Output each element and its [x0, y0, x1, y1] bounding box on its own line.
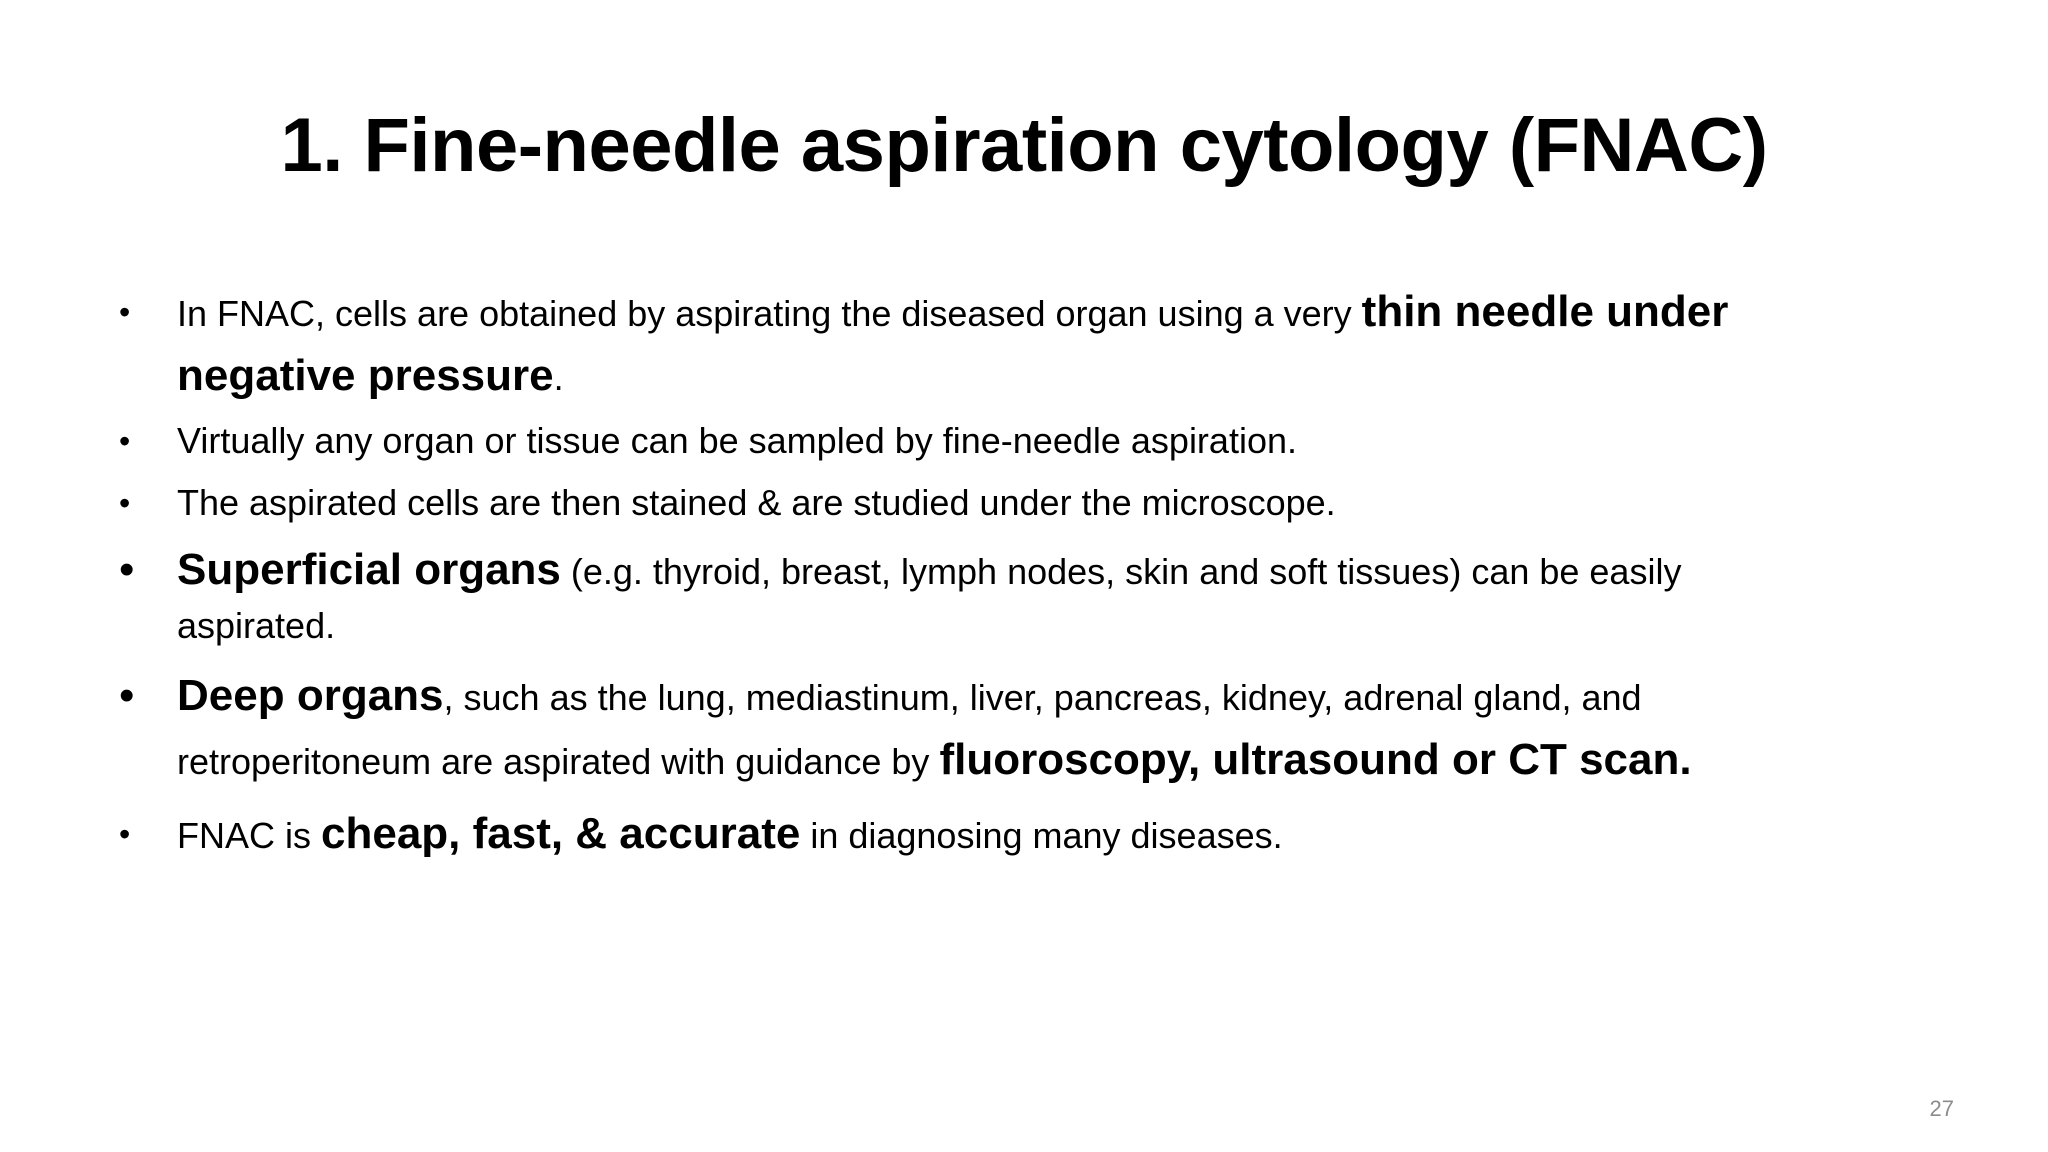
- bullet-1-bold-b: negative pressure: [177, 351, 554, 400]
- bullet-1-bold-a: thin needle under: [1361, 287, 1729, 336]
- bullet-item-5: [119, 665, 1877, 793]
- bullet-marker: •: [119, 485, 131, 521]
- bullet-5-bold-a: Deep organs: [177, 671, 444, 720]
- bullet-5-bold-b: fluoroscopy, ultrasound or CT scan.: [939, 735, 1692, 784]
- slide-title: 1. Fine-needle aspiration cytology (FNAC): [280, 103, 1768, 188]
- bullet-5-text-a: , such as the lung, mediastinum, liver, pancreas, kidney, adrenal gland, and: [443, 677, 1642, 718]
- page-number: 27: [1929, 1096, 1954, 1121]
- bullet-4-bold: Superficial organs: [177, 545, 561, 594]
- bullet-2-text: Virtually any organ or tissue can be sampled by fine-needle aspiration.: [177, 420, 1297, 461]
- bullet-marker: •: [119, 545, 135, 594]
- bullet-marker: •: [119, 671, 135, 720]
- bullet-5-text-b: retroperitoneum are aspirated with guidance by: [177, 741, 940, 782]
- bullet-6-text-b: in diagnosing many diseases.: [800, 815, 1283, 856]
- bullet-marker: •: [119, 423, 131, 459]
- bullet-item-4: [119, 543, 1877, 653]
- bullet-marker: •: [119, 816, 131, 852]
- bullet-1-text-a: In FNAC, cells are obtained by aspirating the diseased organ using a very: [177, 293, 1362, 334]
- bullet-item-6: [119, 803, 1877, 867]
- bullet-4-text-a: (e.g. thyroid, breast, lymph nodes, skin and soft tissues) can be easily: [560, 551, 1682, 592]
- bullet-6-bold: cheap, fast, & accurate: [321, 809, 801, 858]
- bullet-3-text: The aspirated cells are then stained & are studied under the microscope.: [177, 482, 1336, 523]
- bullet-1-text-b: .: [553, 357, 564, 398]
- bullet-item-1: [119, 281, 1877, 409]
- bullet-4-text-b: aspirated.: [177, 605, 336, 646]
- bullet-6-text-a: FNAC is: [177, 815, 321, 856]
- bullet-item-2: [119, 410, 1877, 472]
- bullet-item-3: [119, 472, 1877, 534]
- bullet-marker: •: [119, 294, 131, 330]
